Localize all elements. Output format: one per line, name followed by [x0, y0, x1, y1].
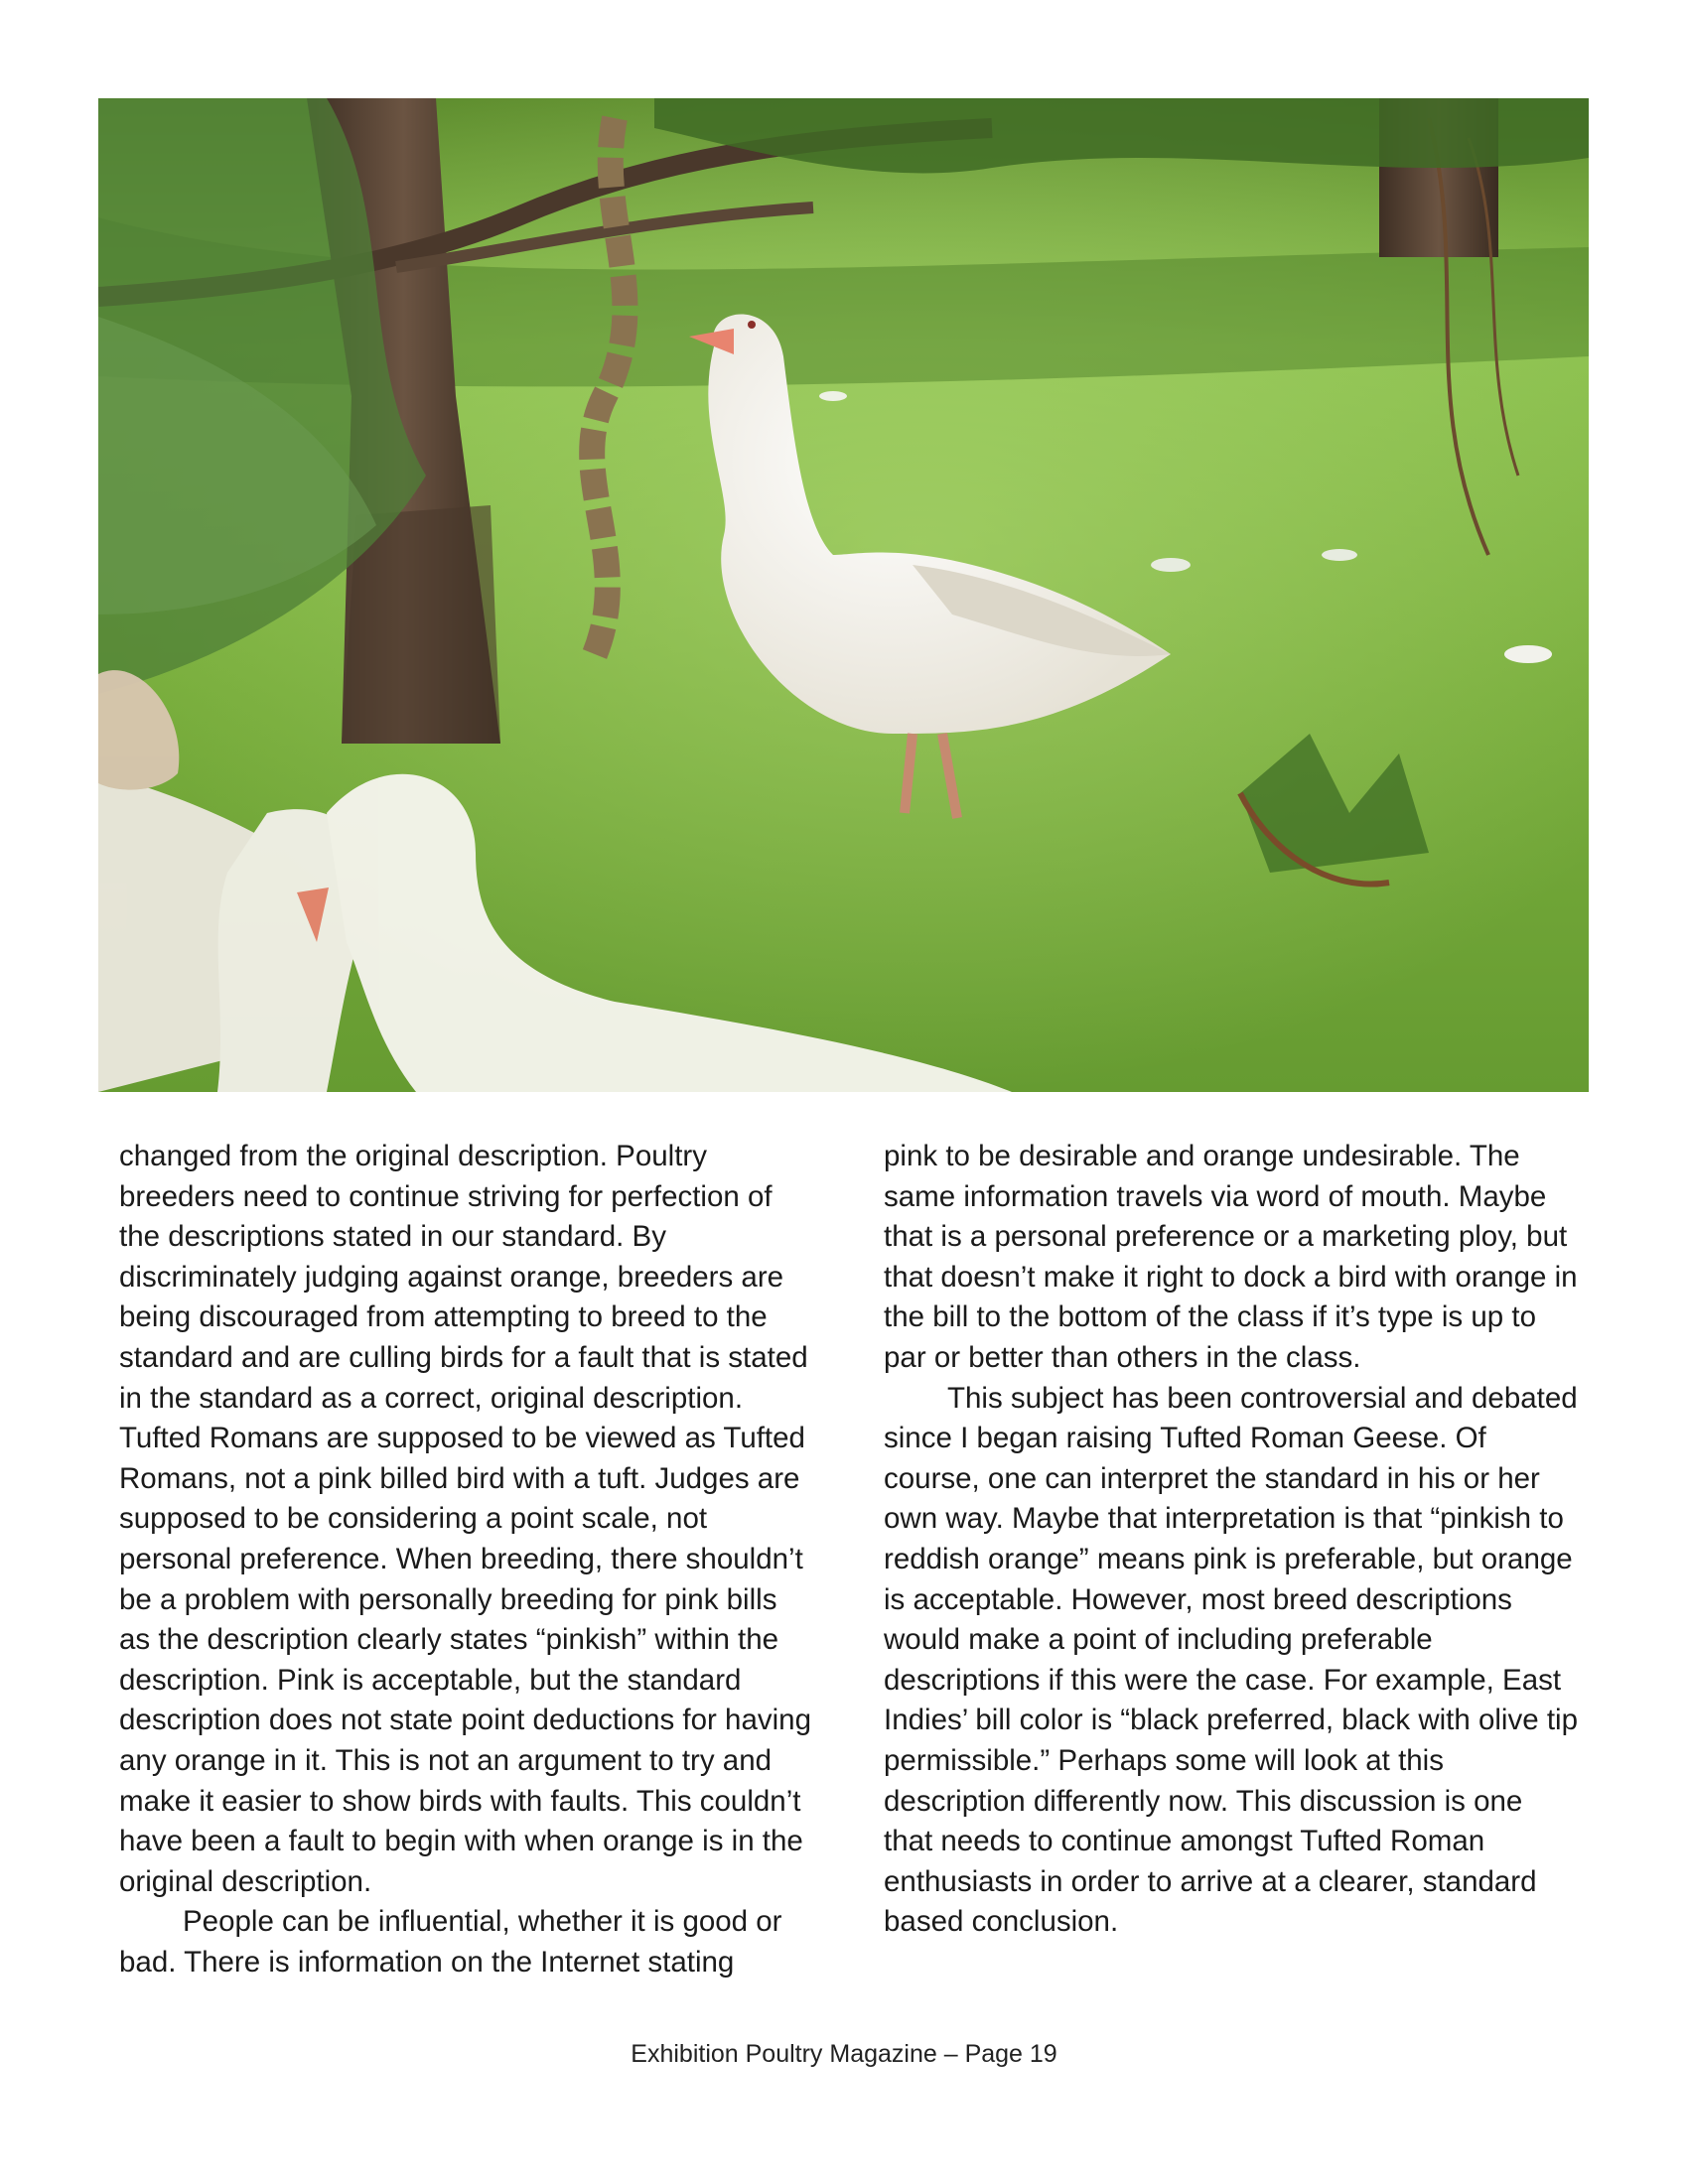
paragraph: People can be influential, whether it is good or bad. There is information on the Internet stating [119, 1905, 782, 1979]
paragraph: pink to be desirable and orange undesirable. The same information travels via word of mouth. Maybe that is a personal preference or a marketing ploy, but that doesn’t make it right to dock a bird with orange in the bill to the bottom of the class if it’s type is up to par or better than others in the class. [884, 1140, 1578, 1374]
article-column-right [884, 1137, 1579, 2030]
geese-illustration [98, 98, 1589, 1092]
article-body [119, 1137, 1579, 2030]
geese-photo [98, 98, 1589, 1092]
page-footer: Exhibition Poultry Magazine – Page 19 [631, 2040, 1057, 2068]
article-column-left [119, 1137, 814, 2030]
paragraph: changed from the original description. Poultry breeders need to continue striving for perfection of the descriptions stated in our standard. By discriminately judging against orange, breeders are being discouraged from attempting to breed to the standard and are culling birds for a fault that is stated in the standard as a correct, original description. Tufted Romans are supposed to be viewed as Tufted Romans, not a pink billed bird with a tuft. Judges are supposed to be considering a point scale, not personal preference. When breeding, there shouldn’t be a problem with personally breeding for pink bills as the description clearly states “pinkish” within the description. Pink is acceptable, but the standard description does not state point deductions for having any orange in it. This is not an argument to try and make it easier to show birds with faults. This couldn’t have been a fault to begin with when orange is in the original description. [119, 1140, 811, 1898]
paragraph: This subject has been controversial and debated since I began raising Tufted Roman Geese. Of course, one can interpret the standard in his or her own way. Maybe that interpretation is that “pinkish to reddish orange” means pink is preferable, but orange is acceptable. However, most breed descriptions would make a point of including preferable descriptions if this were the case. For example, East Indies’ bill color is “black preferred, black with olive tip permissible.” Perhaps some will look at this description differently now. This discussion is one that needs to continue amongst Tufted Roman enthusiasts in order to arrive at a clearer, standard based conclusion. [884, 1381, 1578, 1939]
